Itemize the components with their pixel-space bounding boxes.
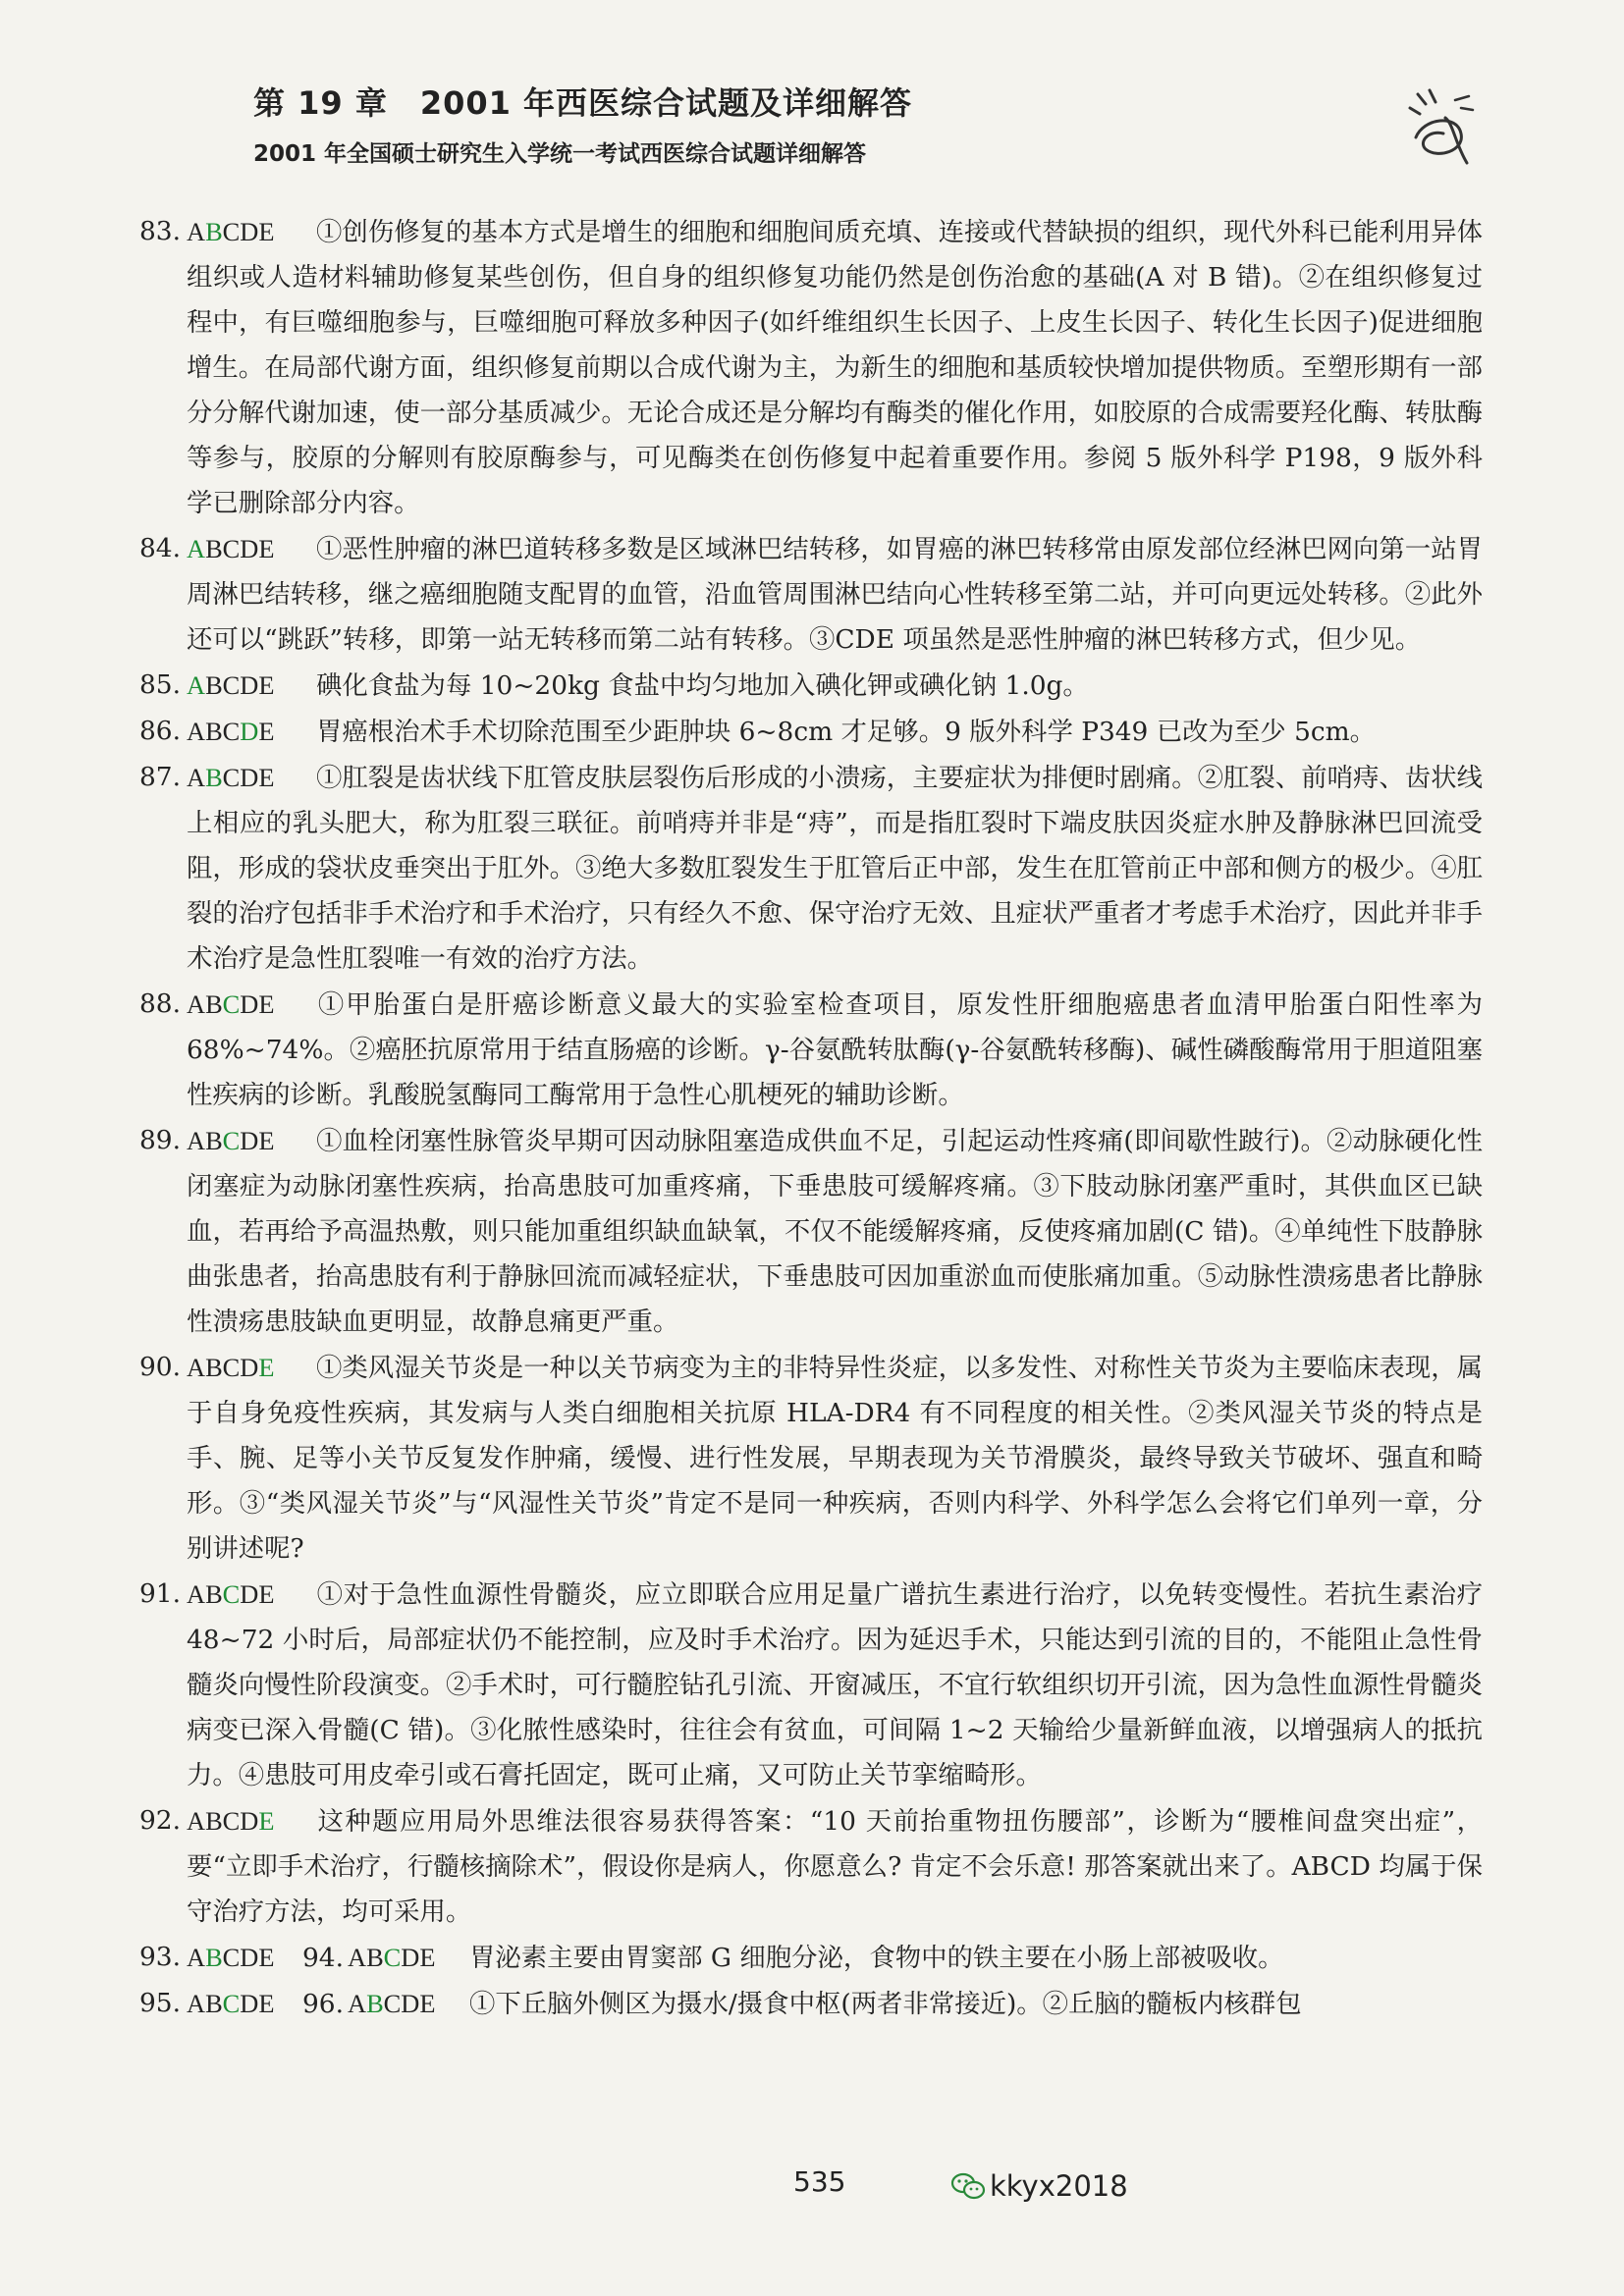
option-letter: D [240,670,259,700]
explanation-text: ①肛裂是齿状线下肛管皮肤层裂伤后形成的小溃疡，主要症状为排便时剧痛。②肛裂、前哨痔、齿状线上相应的乳头肥大，称为肛裂三联征。前哨痔并非是“痔”，而是指肛裂时下端皮肤因炎症水肿及静脉淋巴回流受阻，形成的袋状皮垂突出于肛外。③绝大多数肛裂发生于肛管后正中部，发生在肛管前正中部和侧方的极少。④肛裂的治疗包括非手术治疗和手术治疗，只有经久不愈、保守治疗无效、且症状严重者才考虑手术治疗，因此并非手术治疗是急性肛裂唯一有效的治疗方法。 [187,763,1483,974]
option-letter: A [348,1943,367,1972]
explanation-text: 胃癌根治术手术切除范围至少距肿块 6~8cm 才足够。9 版外科学 P349 已改为至少 5cm。 [316,717,1377,747]
option-letter: D [240,1943,259,1972]
question-number: 89. [139,1125,181,1155]
option-letter: E [258,1353,275,1382]
option-letter: C [222,1806,241,1836]
answer-list [139,209,1483,2027]
option-letter: D [240,989,259,1019]
question-answer [139,1572,1483,1798]
question-answer-pair [139,1981,1483,2027]
option-letter: E [258,1806,275,1836]
option-letter: C [222,1353,241,1382]
option-letter: B [205,763,223,792]
option-letter: A [187,717,206,746]
answer-options [187,982,316,1027]
option-letter: E [258,1943,275,1972]
option-letter: C [222,1989,241,2018]
option-letter: C [222,1579,241,1609]
option-letter: A [187,1126,206,1155]
answer-options [187,663,316,708]
question-number: 93. [139,1942,181,1972]
option-letter: D [240,717,259,746]
option-letter: D [240,1353,259,1382]
question-answer [139,1345,1483,1572]
answer-options [187,1118,316,1163]
option-letter: E [258,763,275,792]
option-letter: D [240,217,259,246]
option-letter: B [366,1989,384,2018]
option-letter: D [401,1943,420,1972]
explanation-text: ①甲胎蛋白是肝癌诊断意义最大的实验室检查项目，原发性肝细胞癌患者血清甲胎蛋白阳性率为 68%~74%。②癌胚抗原常用于结直肠癌的诊断。γ-谷氨酰转肽酶(γ-谷氨酰转移酶)、碱性磷酸酶常用于胆道阻塞性疾病的诊断。乳酸脱氢酶同工酶常用于急性心肌梗死的辅助诊断。 [187,989,1483,1110]
question-number: 91. [139,1578,181,1609]
option-letter: C [222,534,241,563]
option-letter: E [419,1943,436,1972]
option-letter: E [419,1989,436,2018]
option-letter: C [222,217,241,246]
question-answer [139,709,1483,755]
answer-options [187,209,316,254]
option-letter: E [258,717,275,746]
question-answer [139,526,1483,663]
explanation-text: ①类风湿关节炎是一种以关节病变为主的非特异性炎症，以多发性、对称性关节炎为主要临床表现，属于自身免疫性疾病，其发病与人类白细胞相关抗原 HLA-DR4 有不同程度的相关性。②类风湿关节炎的特点是手、腕、足等小关节反复发作肿痛，缓慢、进行性发展，早期表现为关节滑膜炎，最终导致关节破坏、强直和畸形。③“类风湿关节炎”与“风湿性关节炎”肯定不是同一种疾病，否则内科学、外科学怎么会将它们单列一章，分别讲述呢? [187,1353,1483,1564]
answer-options [187,1981,302,2026]
option-letter: C [222,670,241,700]
option-letter: B [205,534,223,563]
option-letter: A [187,1579,206,1609]
option-letter: D [240,763,259,792]
option-letter: D [240,1126,259,1155]
question-answer-pair [139,1935,1483,1981]
answer-options [187,709,316,754]
question-answer [139,663,1483,709]
option-letter: A [348,1989,367,2018]
option-letter: B [205,1126,223,1155]
wechat-icon [950,2171,986,2201]
option-letter: A [187,534,206,563]
option-letter: E [258,1579,275,1609]
option-letter: D [240,534,259,563]
exam-subtitle: 2001 年全国硕士研究生入学统一考试西医综合试题详细解答 [253,141,867,167]
option-letter: A [187,1806,206,1836]
option-letter: B [205,989,223,1019]
option-letter: C [222,989,241,1019]
question-number: 83. [139,216,181,246]
option-letter: E [258,989,275,1019]
page-number: 535 [793,2165,846,2198]
question-answer [139,755,1483,982]
option-letter: B [205,1579,223,1609]
answer-options [348,1981,469,2026]
option-letter: C [222,717,241,746]
answer-options [187,526,316,571]
explanation-text: ①对于急性血源性骨髓炎，应立即联合应用足量广谱抗生素进行治疗，以免转变慢性。若抗生素治疗 48~72 小时后，局部症状仍不能控制，应及时手术治疗。因为延迟手术，只能达到引流的目的，不能阻止急性骨髓炎向慢性阶段演变。②手术时，可行髓腔钻孔引流、开窗减压，不宜行软组织切开引流，因为急性血源性骨髓炎病变已深入骨髓(C 错)。③化脓性感染时，往往会有贫血，可间隔 1~2 天输给少量新鲜血液，以增强病人的抵抗力。④患肢可用皮牵引或石膏托固定，既可止痛，又可防止关节挛缩畸形。 [187,1579,1483,1790]
answer-options [187,1572,316,1617]
answer-options [187,1798,316,1843]
option-letter: B [205,670,223,700]
option-letter: E [258,1989,275,2018]
chapter-logo-icon [1396,79,1483,173]
option-letter: A [187,1943,206,1972]
option-letter: D [401,1989,420,2018]
watermark [950,2169,1128,2203]
explanation-text: ①创伤修复的基本方式是增生的细胞和细胞间质充填、连接或代替缺损的组织，现代外科已能利用异体组织或人造材料辅助修复某些创伤，但自身的组织修复功能仍然是创伤治愈的基础(A 对 B 错)。②在组织修复过程中，有巨噬细胞参与，巨噬细胞可释放多种因子(如纤维组织生长因子、上皮生长因子、转化生长因子)促进细胞增生。在局部代谢方面，组织修复前期以合成代谢为主，为新生的细胞和基质较快增加提供物质。至塑形期有一部分分解代谢加速，使一部分基质减少。无论合成还是分解均有酶类的催化作用，如胶原的合成需要羟化酶、转肽酶等参与，胶原的分解则有胶原酶参与，可见酶类在创伤修复中起着重要作用。参阅 5 版外科学 P198，9 版外科学已删除部分内容。 [187,217,1483,518]
explanation-text: ①血栓闭塞性脉管炎早期可因动脉阻塞造成供血不足，引起运动性疼痛(即间歇性跛行)。②动脉硬化性闭塞症为动脉闭塞性疾病，抬高患肢可加重疼痛，下垂患肢可缓解疼痛。③下肢动脉闭塞严重时，其供血区已缺血，若再给予高温热敷，则只能加重组织缺血缺氧，不仅不能缓解疼痛，反使疼痛加剧(C 错)。④单纯性下肢静脉曲张患者，抬高患肢有利于静脉回流而减轻症状，下垂患肢可因加重淤血而使胀痛加重。⑤动脉性溃疡患者比静脉性溃疡患肢缺血更明显，故静息痛更严重。 [187,1126,1483,1337]
explanation-text: 碘化食盐为每 10~20kg 食盐中均匀地加入碘化钾或碘化钠 1.0g。 [316,670,1089,701]
option-letter: B [205,217,223,246]
option-letter: C [383,1943,402,1972]
option-letter: C [222,763,241,792]
answer-options [187,755,316,800]
question-number: 85. [139,669,181,700]
watermark-text: kkyx2018 [990,2169,1128,2203]
option-letter: A [187,670,206,700]
question-number: 96. [302,1989,344,2019]
option-letter: D [240,1579,259,1609]
explanation-text: 胃泌素主要由胃窦部 G 细胞分泌，食物中的铁主要在小肠上部被吸收。 [469,1943,1284,1973]
explanation-text: ①恶性肿瘤的淋巴道转移多数是区域淋巴结转移，如胃癌的淋巴转移常由原发部位经淋巴网向第一站胃周淋巴结转移，继之癌细胞随支配胃的血管，沿血管周围淋巴结向心性转移至第二站，并可向更远处转移。②此外还可以“跳跃”转移，即第一站无转移而第二站有转移。③CDE 项虽然是恶性肿瘤的淋巴转移方式，但少见。 [187,534,1483,655]
answer-options [187,1935,302,1980]
question-number: 88. [139,988,181,1019]
option-letter: E [258,217,275,246]
question-number: 90. [139,1352,181,1382]
answer-options [187,1345,316,1390]
option-letter: E [258,534,275,563]
option-letter: A [187,1353,206,1382]
option-letter: C [222,1126,241,1155]
question-number: 95. [139,1988,181,2018]
option-letter: A [187,217,206,246]
option-letter: B [205,1989,223,2018]
option-letter: C [222,1943,241,1972]
option-letter: B [205,1353,223,1382]
question-answer [139,982,1483,1118]
question-number: 84. [139,533,181,563]
question-number: 87. [139,762,181,792]
question-answer [139,1118,1483,1345]
option-letter: E [258,670,275,700]
option-letter: A [187,989,206,1019]
question-answer [139,209,1483,526]
question-number: 94. [302,1943,344,1973]
answer-options [348,1935,469,1980]
option-letter: B [366,1943,384,1972]
option-letter: D [240,1806,259,1836]
explanation-text: ①下丘脑外侧区为摄水/摄食中枢(两者非常接近)。②丘脑的髓板内核群包 [469,1989,1302,2019]
option-letter: B [205,717,223,746]
option-letter: B [205,1806,223,1836]
option-letter: A [187,1989,206,2018]
explanation-text: 这种题应用局外思维法很容易获得答案：“10 天前抬重物扭伤腰部”，诊断为“腰椎间盘突出症”，要“立即手术治疗，行髓核摘除术”，假设你是病人，你愿意么? 肯定不会乐意! 那答案就出来了。ABCD 均属于保守治疗方法，均可采用。 [187,1806,1483,1927]
option-letter: C [383,1989,402,2018]
option-letter: A [187,763,206,792]
page-footer [0,2165,1624,2205]
question-answer [139,1798,1483,1935]
option-letter: B [205,1943,223,1972]
option-letter: E [258,1126,275,1155]
question-number: 92. [139,1805,181,1836]
option-letter: D [240,1989,259,2018]
page-header [253,79,912,168]
chapter-title: 第 19 章 2001 年西医综合试题及详细解答 [253,84,913,122]
question-number: 86. [139,716,181,746]
